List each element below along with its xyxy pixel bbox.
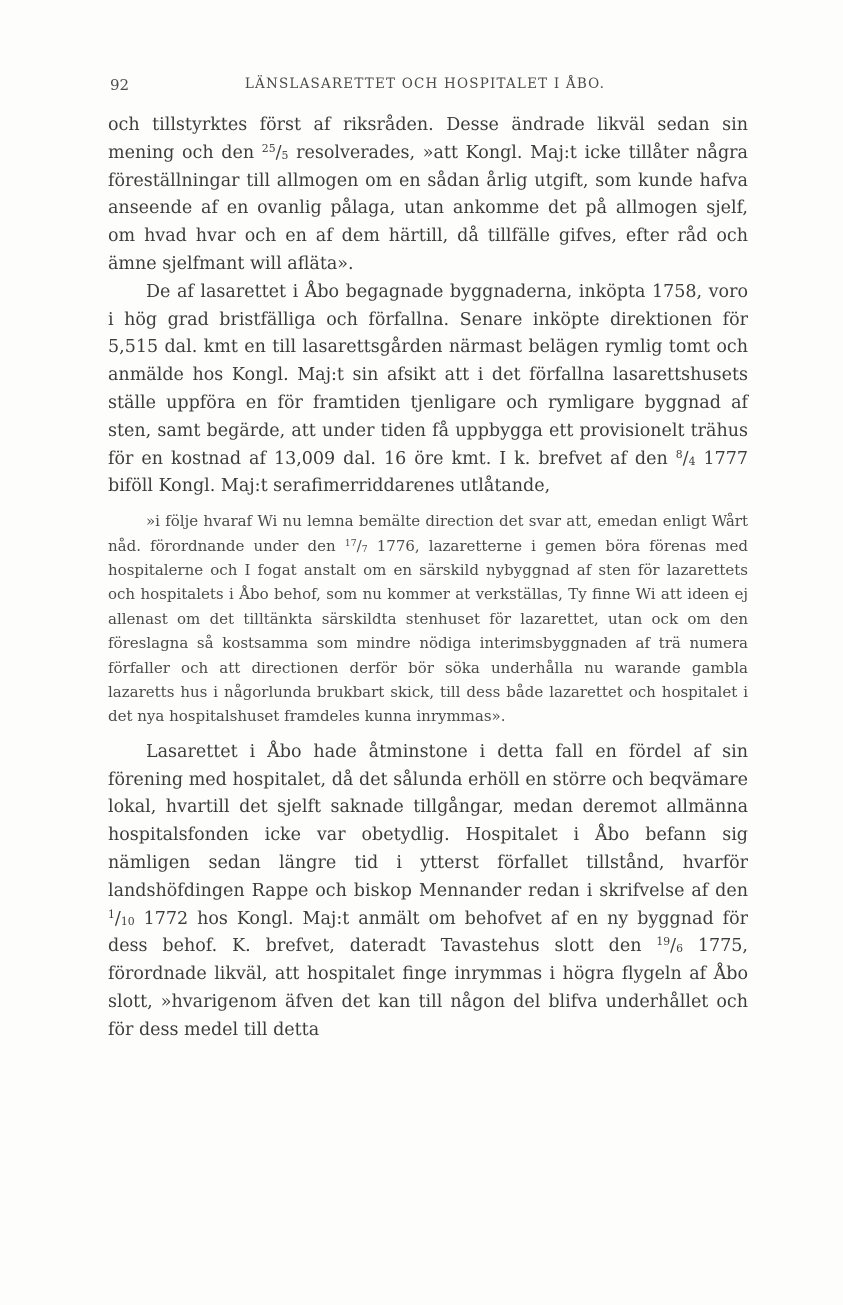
fraction-numerator: 19 <box>656 935 671 949</box>
fraction-numerator: 17 <box>344 537 357 549</box>
page-number: 92 <box>110 76 130 94</box>
page-header <box>110 76 740 100</box>
text-span: De af lasarettet i Åbo begagnade byggnaderna, inköpta 1758, voro i hög grad bristfälliga och förfallna. Senare inköpte direktionen för 5,515 dal. kmt en till lasarettsgården närmast belägen rymlig tomt och anmälde hos Kongl. Maj:t sin afsikt att i det förfallna lasarettshusets ställe uppföra en för framtiden tjenligare och rymligare byggnad af sten, samt begärde, att under tiden få uppbygga ett provisionelt trähus för en kostnad af 13,009 dal. 16 öre kmt. I k. brefvet af den <box>108 281 748 469</box>
fraction-denominator: 6 <box>676 942 683 956</box>
text-span: 1777 biföll Kongl. Maj:t serafimerriddarenes utlåtande, <box>108 448 748 497</box>
fraction-slash: / <box>682 448 689 469</box>
text-span: »i följe hvaraf Wi nu lemna bemälte direction det svar att, emedan enligt Wårt nåd. förordnande under den <box>108 512 748 555</box>
fraction-numerator: 8 <box>675 447 683 461</box>
text-span: 1772 hos Kongl. Maj:t anmält om behofvet af en ny byggnad för dess behof. K. brefvet, dateradt Tavastehus slott den <box>108 908 748 957</box>
fraction-slash: / <box>670 936 677 957</box>
fraction-denominator: 5 <box>281 148 289 162</box>
fraction-slash: / <box>275 142 282 163</box>
text-span: Lasarettet i Åbo hade åtminstone i detta fall en fördel af sin förening med hospitalet, då det sålunda erhöll en större och beqvämare lokal, hvartill det sjelft saknade tillgångar, medan deremot allmänna hospitalsfonden icke var obetydlig. Hospitalet i Åbo befann sig nämligen sedan längre tid i ytterst förfallet tillstånd, hvarför landshöfdingen Rappe och biskop Mennander redan i skrifvelse af den <box>108 741 748 901</box>
fraction-slash: / <box>114 908 121 929</box>
fraction-numerator: 1 <box>108 907 115 921</box>
fraction-denominator: 7 <box>361 543 368 555</box>
text-span: och tillstyrktes först af riksråden. Desse ändrade likväl sedan sin mening och den <box>108 115 748 163</box>
fraction-denominator: 10 <box>120 914 135 928</box>
paragraph-3 <box>108 739 748 1045</box>
text-span: 1775, förordnade likväl, att hospitalet finge inrymmas i högra flygeln af Åbo slott, »hvarigenom äfven det kan till någon del blifva underhållet och för dess medel till detta <box>108 936 748 1040</box>
running-title: LÄNSLASARETTET OCH HOSPITALET I ÅBO. <box>244 76 606 92</box>
block-quote <box>108 501 748 739</box>
paragraph-2 <box>108 279 748 501</box>
fraction-slash: / <box>356 536 362 555</box>
text-span: 1776, lazaretterne i gemen böra förenas med hospitalerne och I fogat anstalt om en särskild nybyggnad af sten för lazarettets och hospitalets i Åbo behof, som nu kommer at verkställas, Ty finne Wi att ideen ej allenast om det tilltänkta särskildta stenhuset för lazarettet, utan ock om den föreslagna så kostsamma som mindre nödiga interimsbyggnaden af trä numera förfaller och att directionen derför bör söka underhålla nu warande gambla lazaretts hus i någorlunda brukbart skick, till dess både lazarettet och hospitalet i det nya hospitalshuset framdeles kunna inrymmas». <box>108 536 748 726</box>
fraction-numerator: 25 <box>261 141 276 155</box>
text-span: resolverades, »att Kongl. Maj:t icke tillåter några föreställningar till allmogen om en sådan årlig utgift, som kunde hafva anseende af en ovanlig pålaga, utan ankomme det på allmogen sjelf, om hvad hvar och en af dem härtill, då tillfälle gifves, efter råd och ämne sjelfmant will afläta». <box>108 142 748 274</box>
paragraph-1 <box>108 112 748 279</box>
body-text <box>108 112 748 1045</box>
fraction-denominator: 4 <box>688 454 696 468</box>
